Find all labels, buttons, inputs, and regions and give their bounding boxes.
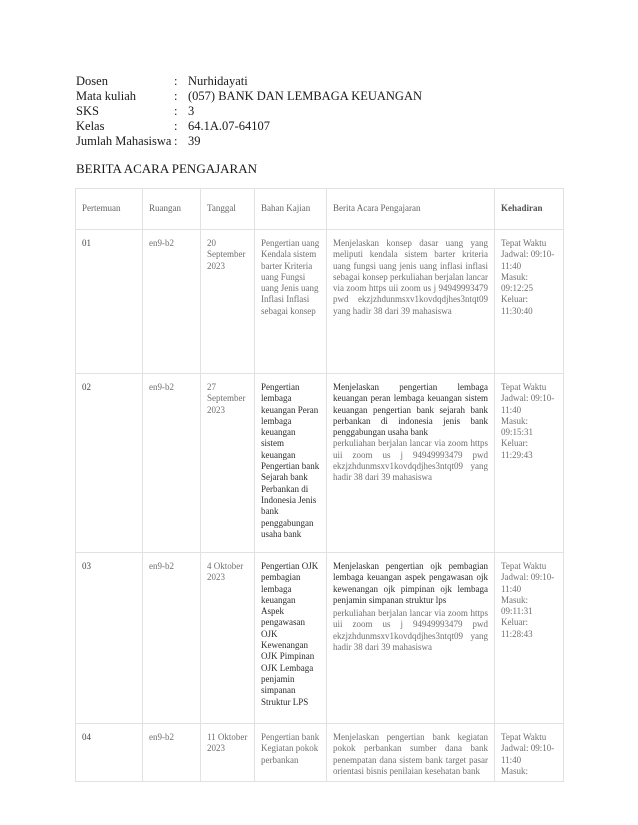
jadwal-text: Jadwal: 09:10-11:40	[501, 572, 555, 594]
colon: :	[174, 89, 178, 103]
info-row-sks	[76, 104, 422, 119]
kehadiran-status: Tepat Waktu	[501, 561, 547, 571]
table-row	[76, 553, 564, 724]
berita-extra-text: perkuliahan berjalan lancar via zoom https uii zoom us j 94949993479 pwd ekzjzhdunmsxv1kovdqdjhes3ntqt09 yang hadir 38 dari 39 mahasiswa	[333, 608, 488, 653]
berita-text: Menjelaskan pengertian lembaga keuangan peran lembaga keuangan sistem keuangan pengertian bank sejarah bank perbankan di indonesia jenis bank penggabungan usaha bank	[333, 382, 488, 438]
colon: :	[174, 104, 178, 118]
masuk-text: Masuk:	[501, 765, 528, 776]
kehadiran-status: Tepat Waktu	[501, 732, 547, 742]
document-title: BERITA ACARA PENGAJARAN	[76, 161, 257, 176]
keluar-text: Keluar: 11:30:40	[501, 294, 533, 316]
kehadiran-status: Tepat Waktu	[501, 238, 547, 248]
cell-ruangan: en9-b2	[143, 724, 201, 782]
col-header-kehadiran: Kehadiran	[495, 189, 564, 230]
info-row-matkul	[76, 89, 422, 104]
colon: :	[174, 134, 178, 148]
sks-label: SKS	[76, 104, 99, 118]
keluar-text: Keluar: 11:29:43	[501, 438, 533, 460]
info-row-kelas	[76, 119, 422, 134]
cell-bahan: Pengertian bank Kegiatan pokok perbankan	[255, 724, 327, 782]
berita-text: Menjelaskan pengertian bank kegiatan pokok perbankan sumber dana bank penempatan dana sistem bank target pasar orientasi bisnis penilaian kesehatan bank	[333, 732, 488, 776]
cell-berita	[327, 374, 495, 553]
cell-pertemuan: 01	[76, 230, 143, 374]
cell-kehadiran	[495, 374, 564, 553]
col-header-pertemuan: Pertemuan	[76, 189, 143, 230]
colon: :	[174, 74, 178, 88]
masuk-text: Masuk: 09:15:31	[501, 415, 534, 438]
table-row	[76, 724, 564, 782]
cell-berita	[327, 724, 495, 782]
kelas-label: Kelas	[76, 119, 105, 133]
berita-text: Menjelaskan konsep dasar uang yang meliputi kendala sistem barter kriteria uang fungsi uang jenis uang inflasi inflasi sebagai konsep perkuliahan berjalan lancar via zoom https uii zoom us j 94949993479 pwd ekzjzhdunmsxv1kovdqdjhes3ntqt09 yang hadir 38 dari 39 mahasiswa	[333, 238, 488, 316]
cell-bahan: Pengertian OJK pembagian lembaga keuangan Aspek pengawasan OJK Kewenangan OJK Pimpinan OJK Lembaga penjamin simpanan Struktur LPS	[255, 553, 327, 724]
cell-berita	[327, 553, 495, 724]
dosen-value: Nurhidayati	[188, 74, 248, 88]
berita-extra-text: perkuliahan berjalan lancar via zoom https uii zoom us j 94949993479 pwd ekzjzhdunmsxv1kovdqdjhes3ntqt09 yang hadir 38 dari 39 mahasiswa	[333, 438, 488, 483]
cell-tanggal: 11 Oktober 2023	[201, 724, 255, 782]
berita-text: Menjelaskan pengertian ojk pembagian lembaga keuangan aspek pengawasan ojk kewenangan ojk pimpinan ojk lembaga penjamin simpanan struktur lps	[333, 561, 488, 605]
cell-kehadiran	[495, 553, 564, 724]
cell-pertemuan: 04	[76, 724, 143, 782]
matkul-label: Mata kuliah	[76, 89, 137, 103]
matkul-value: (057) BANK DAN LEMBAGA KEUANGAN	[188, 89, 423, 103]
table-header-row	[76, 189, 564, 230]
table-row	[76, 230, 564, 374]
cell-ruangan: en9-b2	[143, 230, 201, 374]
jumlah-label: Jumlah Mahasiswa	[76, 134, 172, 148]
colon: :	[174, 119, 178, 133]
cell-kehadiran	[495, 230, 564, 374]
cell-berita	[327, 230, 495, 374]
jadwal-text: Jadwal: 09:10-11:40	[501, 393, 555, 415]
cell-ruangan: en9-b2	[143, 553, 201, 724]
cell-bahan: Pengertian lembaga keuangan Peran lembaga keuangan sistem keuangan Pengertian bank Sejarah bank Perbankan di Indonesia Jenis bank penggabungan usaha bank	[255, 374, 327, 553]
col-header-tanggal: Tanggal	[201, 189, 255, 230]
cell-tanggal: 20 September 2023	[201, 230, 255, 374]
masuk-text: Masuk: 09:12:25	[501, 271, 534, 294]
cell-pertemuan: 03	[76, 553, 143, 724]
dosen-label: Dosen	[76, 74, 108, 88]
kehadiran-status: Tepat Waktu	[501, 382, 547, 392]
col-header-bahan: Bahan Kajian	[255, 189, 327, 230]
info-row-jumlah	[76, 134, 422, 149]
keluar-text: Keluar: 11:28:43	[501, 617, 533, 639]
jadwal-text: Jadwal: 09:10-11:40	[501, 249, 555, 271]
sks-value: 3	[188, 104, 195, 118]
cell-tanggal: 4 Oktober 2023	[201, 553, 255, 724]
col-header-ruangan: Ruangan	[143, 189, 201, 230]
table-row	[76, 374, 564, 553]
masuk-text: Masuk: 09:11:31	[501, 594, 533, 617]
info-row-dosen	[76, 74, 422, 89]
cell-bahan: Pengertian uang Kendala sistem barter Kriteria uang Fungsi uang Jenis uang Inflasi Inflasi sebagai konsep	[255, 230, 327, 374]
cell-tanggal: 27 September 2023	[201, 374, 255, 553]
cell-pertemuan: 02	[76, 374, 143, 553]
cell-kehadiran	[495, 724, 564, 782]
jadwal-text: Jadwal: 09:10-11:40	[501, 743, 555, 765]
jumlah-value: 39	[188, 134, 201, 148]
col-header-berita: Berita Acara Pengajaran	[327, 189, 495, 230]
kelas-value: 64.1A.07-64107	[188, 119, 270, 133]
course-info	[76, 74, 422, 149]
cell-ruangan: en9-b2	[143, 374, 201, 553]
berita-acara-table	[75, 188, 564, 782]
